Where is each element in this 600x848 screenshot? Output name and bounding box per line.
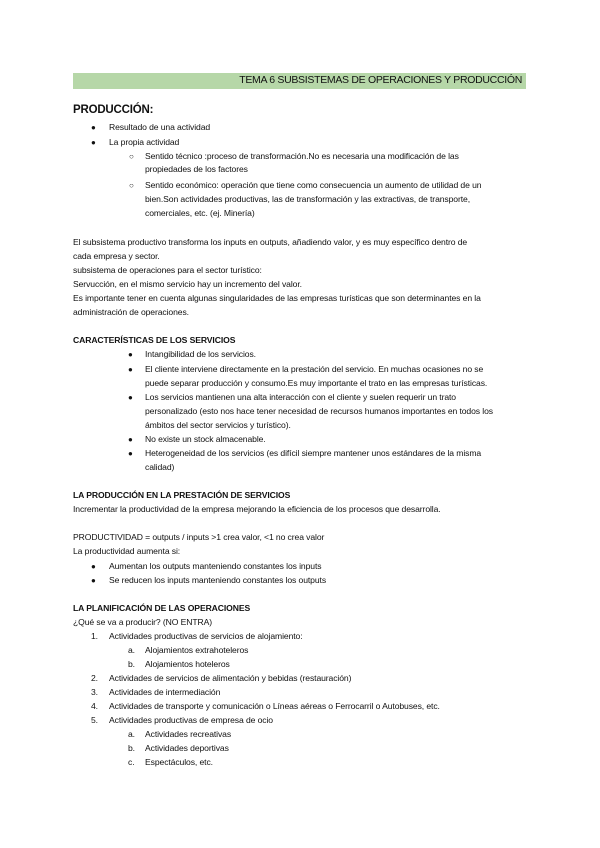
produccion-sub-2-line-1: Sentido económico: operación que tiene como consecuencia un aumento de utilidad de un [145, 180, 482, 190]
bullet-icon: ● [91, 562, 96, 571]
productividad-bullet-2: Se reducen los inputs manteniendo constantes los outputs [109, 575, 327, 585]
list-letter: b. [128, 659, 135, 669]
circle-bullet-icon: ○ [129, 152, 134, 161]
title-banner [73, 73, 526, 89]
planificacion-item-1b: Alojamientos hoteleros [145, 659, 230, 669]
caracteristicas-heading: CARACTERÍSTICAS DE LOS SERVICIOS [73, 335, 236, 345]
caracteristica-1: Intangibilidad de los servicios. [145, 349, 256, 359]
caracteristica-3-line-3: ámbitos del sector servicios y turístico). [145, 420, 291, 430]
caracteristica-2-line-2: puede separar producción y consumo.Es muy importante el trato en las empresas turísticas. [145, 378, 488, 388]
list-letter: b. [128, 743, 135, 753]
bullet-icon: ● [91, 123, 96, 132]
prestacion-paragraph: Incrementar la productividad de la empresa mejorando la eficiencia de los procesos que desarrolla. [73, 504, 441, 514]
produccion-heading: PRODUCCIÓN: [73, 104, 154, 116]
intro-paragraph-4-line-1: Es importante tener en cuenta algunas singularidades de las empresas turísticas que son determinantes en la [73, 293, 481, 303]
bullet-icon: ● [128, 365, 133, 374]
caracteristica-3-line-1: Los servicios mantienen una alta interacción con el cliente y suelen requerir un trato [145, 392, 456, 402]
list-letter: c. [128, 757, 135, 767]
caracteristica-4: No existe un stock almacenable. [145, 434, 266, 444]
bullet-icon: ● [128, 435, 133, 444]
produccion-sub-2-line-2: bien.Son actividades productivas, las de transformación y las extractivas, de transporte, [145, 194, 470, 204]
productividad-formula: PRODUCTIVIDAD = outputs / inputs >1 crea valor, <1 no crea valor [73, 532, 325, 542]
planificacion-item-3: Actividades de intermediación [109, 687, 221, 697]
list-letter: a. [128, 729, 135, 739]
produccion-sub-2-line-3: comerciales, etc. (ej. Minería) [145, 208, 255, 218]
produccion-bullet-2: La propia actividad [109, 137, 180, 147]
circle-bullet-icon: ○ [129, 181, 134, 190]
planificacion-item-4: Actividades de transporte y comunicación o Líneas aéreas o Ferrocarril o Autobuses, etc. [109, 701, 440, 711]
bullet-icon: ● [128, 393, 133, 402]
caracteristica-2-line-1: El cliente interviene directamente en la prestación del servicio. En muchas ocasiones no se [145, 364, 484, 374]
intro-paragraph-3: Servucción, en el mismo servicio hay un incremento del valor. [73, 279, 302, 289]
caracteristica-3-line-2: personalizado (esto nos hace tener necesidad de recursos humanos importantes en todos los [145, 406, 493, 416]
caracteristica-5-line-1: Heterogeneidad de los servicios (es difícil siempre mantener unos estándares de la misma [145, 448, 482, 458]
productividad-paragraph: La productividad aumenta si: [73, 546, 181, 556]
list-number: 3. [91, 687, 98, 697]
productividad-bullet-1: Aumentan los outputs manteniendo constantes los inputs [109, 561, 322, 571]
list-number: 1. [91, 631, 98, 641]
intro-paragraph-1-line-1: El subsistema productivo transforma los inputs en outputs, añadiendo valor, y es muy específico dentro de [73, 237, 468, 247]
list-number: 2. [91, 673, 98, 683]
intro-paragraph-4-line-2: administración de operaciones. [73, 307, 189, 317]
bullet-icon: ● [91, 576, 96, 585]
planificacion-item-2: Actividades de servicios de alimentación y bebidas (restauración) [109, 673, 352, 683]
produccion-sub-1-line-1: Sentido técnico :proceso de transformación.No es necesaria una modificación de las [145, 151, 459, 161]
list-number: 4. [91, 701, 98, 711]
caracteristica-5-line-2: calidad) [145, 462, 175, 472]
list-number: 5. [91, 715, 98, 725]
planificacion-heading: LA PLANIFICACIÓN DE LAS OPERACIONES [73, 603, 251, 613]
planificacion-item-5a: Actividades recreativas [145, 729, 232, 739]
banner-title: TEMA 6 SUBSISTEMAS DE OPERACIONES Y PRODUCCIÓN [239, 74, 522, 86]
prestacion-heading: LA PRODUCCIÓN EN LA PRESTACIÓN DE SERVICIOS [73, 490, 291, 500]
intro-paragraph-2: subsistema de operaciones para el sector turístico: [73, 265, 262, 275]
bullet-icon: ● [128, 350, 133, 359]
planificacion-item-5b: Actividades deportivas [145, 743, 229, 753]
planificacion-item-1: Actividades productivas de servicios de alojamiento: [109, 631, 303, 641]
planificacion-item-5: Actividades productivas de empresa de ocio [109, 715, 273, 725]
list-letter: a. [128, 645, 135, 655]
planificacion-item-1a: Alojamientos extrahoteleros [145, 645, 249, 655]
bullet-icon: ● [91, 138, 96, 147]
produccion-sub-1-line-2: propiedades de los factores [145, 164, 248, 174]
planificacion-question: ¿Qué se va a producir? (NO ENTRA) [73, 617, 213, 627]
intro-paragraph-1-line-2: cada empresa y sector. [73, 251, 160, 261]
bullet-icon: ● [128, 449, 133, 458]
produccion-bullet-1: Resultado de una actividad [109, 122, 211, 132]
planificacion-item-5c: Espectáculos, etc. [145, 757, 213, 767]
